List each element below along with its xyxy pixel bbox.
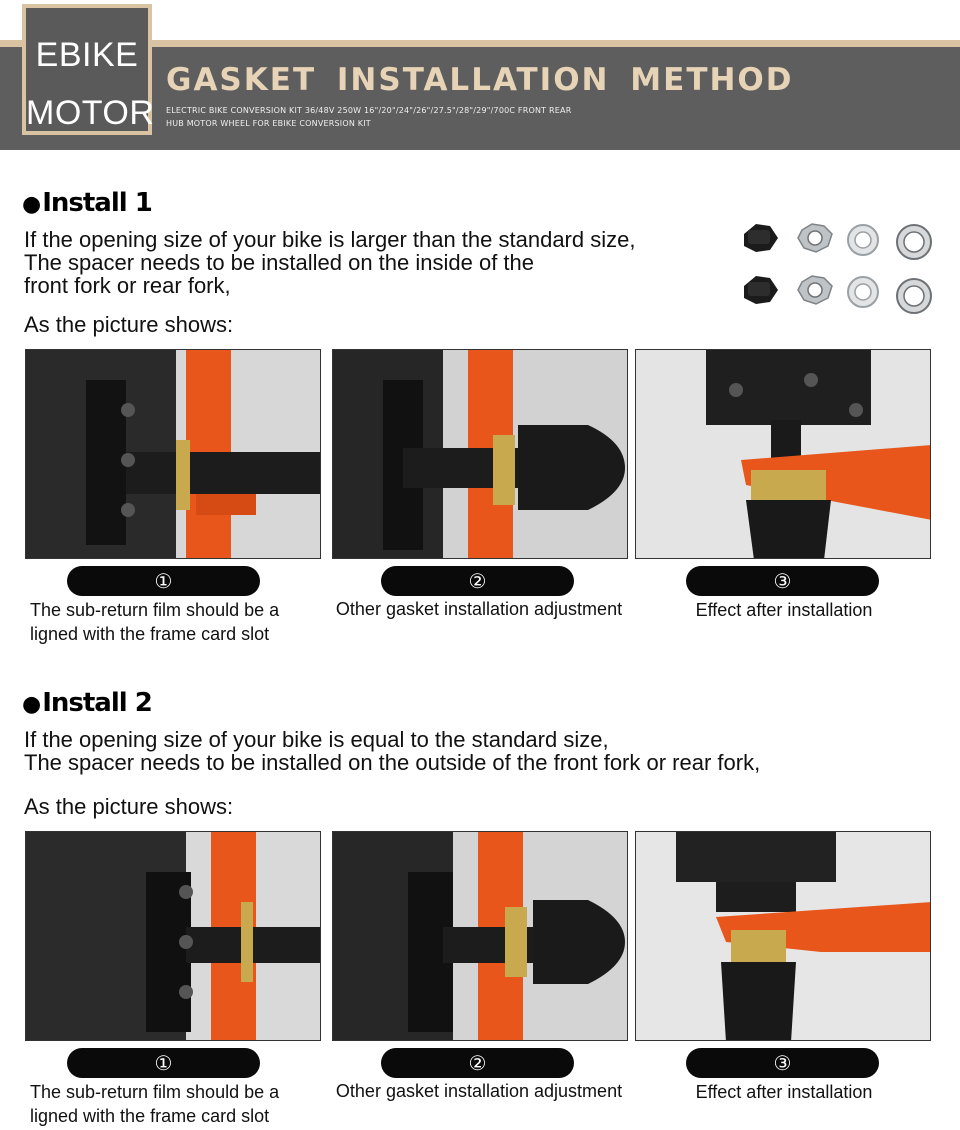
install-1-step-2-caption: Other gasket installation adjustment [335, 599, 623, 619]
install-1-line: front fork or rear fork, [24, 273, 231, 298]
install-2-photo-2 [332, 831, 628, 1041]
install-1-photo-2 [332, 349, 628, 559]
caption-line: ligned with the frame card slot [30, 1106, 270, 1126]
logo-line-1: EBIKE [35, 36, 139, 74]
install-2-step-2-caption: Other gasket installation adjustment [335, 1081, 623, 1101]
install-2-line: The spacer needs to be installed on the outside of the front fork or rear fork, [24, 750, 761, 775]
install-1-photo-3 [635, 349, 931, 559]
subtitle-line-2: HUB MOTOR WHEEL FOR EBIKE CONVERSION KIT [166, 119, 371, 128]
install-1-photo-1 [25, 349, 321, 559]
install-1-title: Install 1 [42, 188, 152, 218]
install-1-description [24, 228, 635, 297]
caption-line: The sub-return film should be a [30, 1082, 280, 1102]
install-1-heading [22, 188, 152, 218]
install-2-description [24, 728, 760, 774]
install-1-line: If the opening size of your bike is larger than the standard size, [24, 227, 636, 252]
step-badge-3: ③ [686, 1048, 879, 1078]
step-badge-1: ① [67, 1048, 260, 1078]
install-2-as-shows: As the picture shows: [24, 794, 234, 819]
install-2-heading [22, 688, 152, 718]
step-badge-1: ① [67, 566, 260, 596]
install-1-line: The spacer needs to be installed on the inside of the [24, 250, 535, 275]
ebike-motor-logo [22, 4, 155, 135]
install-2-step-1-caption [30, 1080, 330, 1128]
install-2-title: Install 2 [42, 688, 152, 718]
install-2-step-3-caption: Effect after installation [695, 1082, 873, 1102]
page-subtitle [166, 104, 636, 130]
caption-line: ligned with the frame card slot [30, 624, 270, 644]
nuts-and-washers-image [738, 220, 938, 320]
subtitle-line-1: ELECTRIC BIKE CONVERSION KIT 36/48V 250W 16"/20"/24"/26"/27.5"/28"/29"/700C FRONT REAR [166, 106, 572, 115]
install-2-line: If the opening size of your bike is equal to the standard size, [24, 727, 609, 752]
install-1-as-shows: As the picture shows: [24, 312, 234, 337]
step-badge-2: ② [381, 1048, 574, 1078]
bullet-icon: ● [22, 192, 41, 217]
install-1-step-3-caption: Effect after installation [695, 600, 873, 620]
install-1-step-1-caption [30, 598, 330, 646]
bullet-icon: ● [22, 692, 41, 717]
install-2-photo-1 [25, 831, 321, 1041]
logo-line-2: MOTOR [26, 94, 155, 132]
page-title: GASKET INSTALLATION METHOD [166, 62, 794, 98]
install-2-photo-3 [635, 831, 931, 1041]
step-badge-2: ② [381, 566, 574, 596]
caption-line: The sub-return film should be a [30, 600, 280, 620]
step-badge-3: ③ [686, 566, 879, 596]
